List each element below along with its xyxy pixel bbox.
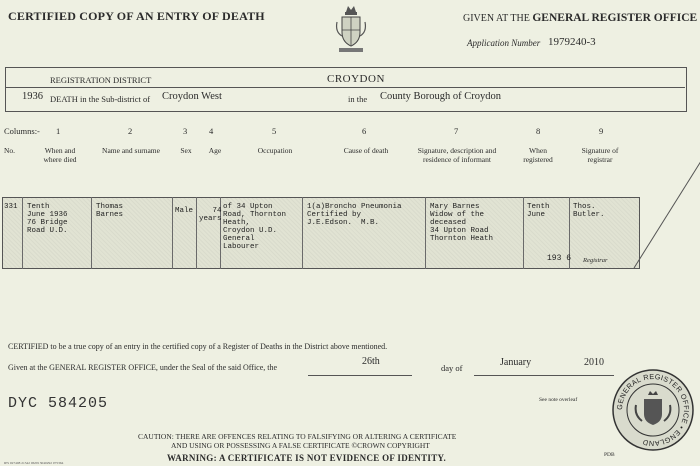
certification-month: January bbox=[500, 357, 532, 368]
warning-text: WARNING: A CERTIFICATE IS NOT EVIDENCE OF IDENTITY. bbox=[167, 453, 447, 463]
column-header: When and where died bbox=[43, 146, 77, 164]
caution-line-1: CAUTION: THERE ARE OFFENCES RELATING TO FALSIFYING OR ALTERING A CERTIFICATE bbox=[138, 432, 457, 441]
column-divider bbox=[22, 197, 23, 269]
column-divider bbox=[196, 197, 197, 269]
entry-occupation: of 34 Upton Road, Thornton Heath, Croydon U.D. General Labourer bbox=[223, 203, 287, 251]
day-line bbox=[308, 375, 412, 376]
entry-registered-year: 193 6 bbox=[547, 254, 572, 263]
column-number: 5 bbox=[272, 126, 277, 136]
entry-age: 74 years bbox=[199, 207, 222, 223]
column-header: Sex bbox=[180, 146, 192, 155]
column-header: Name and surname bbox=[102, 146, 160, 155]
office-prefix: GIVEN AT THE bbox=[463, 13, 530, 24]
pdb-code: PDB bbox=[604, 452, 615, 458]
column-number: 3 bbox=[183, 126, 188, 136]
seal-text: GENERAL REGISTER OFFICE • ENGLAND bbox=[614, 371, 692, 449]
column-number: 8 bbox=[536, 126, 541, 136]
district-name: CROYDON bbox=[327, 73, 385, 85]
entry-when-registered: Tenth June bbox=[527, 203, 550, 219]
entry-registrar: Thos. Butler. bbox=[573, 203, 605, 219]
day-of-label: day of bbox=[441, 363, 463, 373]
column-header: Occupation bbox=[257, 146, 293, 155]
column-number: 9 bbox=[599, 126, 604, 136]
entry-when-where: Tenth June 1936 76 Bridge Road U.D. bbox=[27, 203, 68, 235]
given-text: Given at the GENERAL REGISTER OFFICE, under the Seal of the said Office, the bbox=[8, 363, 278, 372]
entry-name: Thomas Barnes bbox=[96, 203, 124, 219]
cancel-diagonal bbox=[632, 150, 700, 270]
column-divider bbox=[172, 197, 173, 269]
columns-label: Columns:- bbox=[4, 126, 40, 136]
registration-year: 1936 bbox=[22, 91, 43, 102]
month-year-line bbox=[474, 375, 614, 376]
subdistrict-name: Croydon West bbox=[162, 91, 222, 102]
certification-year: 2010 bbox=[584, 357, 604, 368]
application-number: 1979240-3 bbox=[548, 36, 596, 48]
entry-sex: Male bbox=[175, 207, 194, 215]
royal-crest-icon bbox=[333, 2, 369, 58]
column-header: Signature, description and residence of informant bbox=[417, 146, 497, 164]
column-number: 4 bbox=[209, 126, 214, 136]
column-number: 6 bbox=[362, 126, 367, 136]
office-name: GENERAL REGISTER OFFICE bbox=[532, 12, 698, 24]
column-header: Age bbox=[208, 146, 222, 155]
no-header: No. bbox=[4, 146, 16, 155]
certificate-title: CERTIFIED COPY OF AN ENTRY OF DEATH bbox=[8, 9, 265, 23]
district-label: REGISTRATION DISTRICT bbox=[50, 75, 152, 85]
certification-statement: CERTIFIED to be a true copy of an entry in the certified copy of a Register of Deaths in the District above mentioned. bbox=[8, 342, 388, 351]
see-note: See note overleaf bbox=[539, 397, 578, 403]
caution-line-2: AND USING OR POSSESSING A FALSE CERTIFICATE ©CROWN COPYRIGHT bbox=[171, 441, 430, 450]
in-the-label: in the bbox=[348, 94, 368, 104]
entry-cause: 1(a)Broncho Pneumonia Certified by J.E.Edson. M.B. bbox=[307, 203, 402, 227]
registrar-title: Registrar bbox=[583, 257, 608, 264]
column-divider bbox=[302, 197, 303, 269]
column-header: When registered bbox=[523, 146, 553, 164]
certification-day: 26th bbox=[362, 356, 380, 367]
column-number: 7 bbox=[454, 126, 459, 136]
death-subdistrict-label: DEATH in the Sub-district of bbox=[50, 94, 151, 104]
column-divider bbox=[425, 197, 426, 269]
column-divider bbox=[91, 197, 92, 269]
register-office-seal-icon bbox=[612, 369, 694, 451]
county-name: County Borough of Croydon bbox=[380, 91, 502, 102]
column-header: Signature of registrar bbox=[581, 146, 619, 164]
column-divider bbox=[523, 197, 524, 269]
column-header: Cause of death bbox=[343, 146, 389, 155]
column-number: 2 bbox=[128, 126, 133, 136]
print-code: IPS 027408 21542 06/09 3040292 075364 bbox=[4, 461, 64, 465]
office-heading bbox=[463, 12, 697, 24]
certificate-serial: DYC 584205 bbox=[8, 395, 109, 412]
entry-informant: Mary Barnes Widow of the deceased 34 Upton Road Thornton Heath bbox=[430, 203, 494, 243]
column-number: 1 bbox=[56, 126, 61, 136]
registration-divider bbox=[5, 87, 685, 88]
entry-number: 331 bbox=[4, 203, 18, 211]
application-number-label: Application Number bbox=[467, 38, 541, 48]
